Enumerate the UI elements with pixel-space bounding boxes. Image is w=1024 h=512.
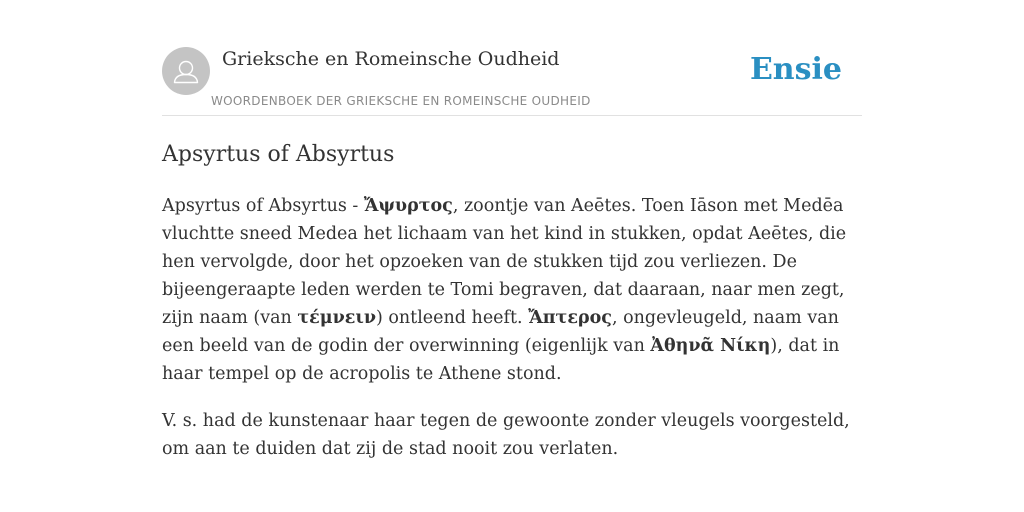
greek-term: Ἀθηνᾶ Νίκη — [650, 336, 771, 356]
paragraph-text: ) ontleend heeft. — [375, 308, 529, 328]
greek-term: τέμνειν — [297, 308, 376, 328]
paragraph-text: , zoontje van Aeētes. Toen Iāson met Medēa vluchtte sneed Medea het lichaam van het kind in stukken, opdat Aeētes, die hen vervolgde, door het opzoeken van de stukken tijd zou verliezen. De bijeengeraapte leden werden te Tomi begraven, dat daaraan, naar men zegt, zijn naam (van — [162, 196, 847, 328]
paragraph-text: Apsyrtus of Absyrtus - — [162, 196, 364, 216]
greek-term: Ἄψυρτος — [363, 196, 453, 216]
entry-title: Apsyrtus of Absyrtus — [162, 142, 395, 167]
site-title[interactable]: Grieksche en Romeinsche Oudheid — [222, 48, 560, 70]
brand-logo[interactable]: Ensie — [749, 52, 842, 87]
paragraph: V. s. had de kunstenaar haar tegen de gewoonte zonder vleugels voorgesteld, om aan te duiden dat zij de stad nooit zou verlaten. — [162, 411, 850, 459]
paragraph-text: ), dat in haar tempel op de acropolis te Athene stond. — [162, 336, 840, 384]
avatar[interactable] — [162, 47, 210, 95]
paragraph-text: , ongevleugeld, naam van een beeld van de godin der overwinning (eigenlijk van — [162, 308, 839, 356]
paragraph — [162, 192, 866, 388]
greek-term: Ἄπτερος — [528, 308, 612, 328]
entry-content — [162, 192, 866, 482]
site-subtitle: WOORDENBOEK DER GRIEKSCHE EN ROMEINSCHE OUDHEID — [211, 94, 591, 108]
site-header — [162, 47, 862, 116]
user-icon — [162, 47, 210, 95]
